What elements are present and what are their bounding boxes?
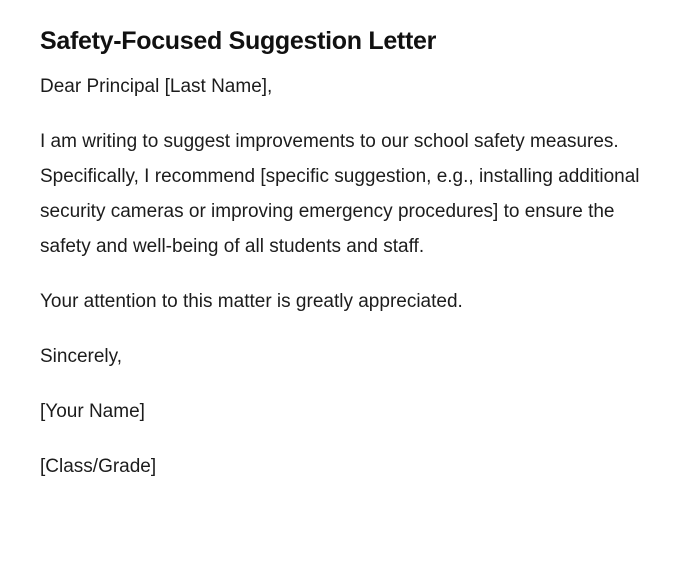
page-title: Safety-Focused Suggestion Letter [40,27,437,55]
sender-class-grade: [Class/Grade] [40,456,157,477]
signoff: Sincerely, [40,346,123,367]
body-paragraph: I am writing to suggest improvements to our school safety measures. Specifically, I recommend [specific suggestion, e.g., installing additional security cameras or improving emergency procedures] to ensure the safety and well-being of all students and staff. [40,131,640,257]
salutation: Dear Principal [Last Name], [40,76,273,97]
sender-name: [Your Name] [40,401,145,422]
letter-document [40,24,655,484]
closing-paragraph: Your attention to this matter is greatly appreciated. [40,291,463,312]
